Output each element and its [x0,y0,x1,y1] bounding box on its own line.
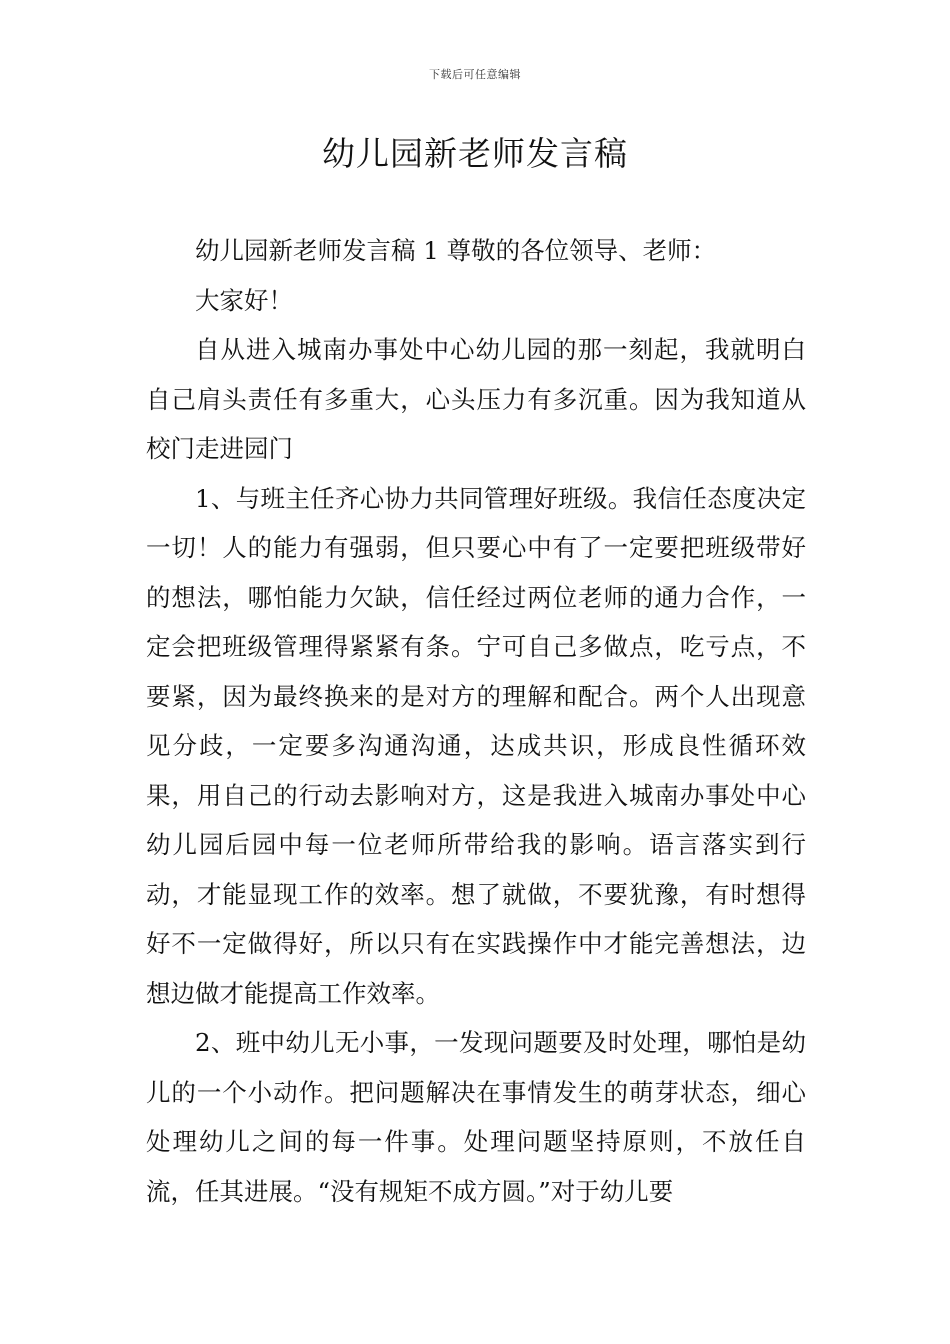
paragraph-point-1: 1、与班主任齐心协力共同管理好班级。我信任态度决定一切！人的能力有强弱，但只要心中有了一定要把班级带好的想法，哪怕能力欠缺，信任经过两位老师的通力合作，一定会把班级管理得紧紧有条。宁可自己多做点，吃亏点，不要紧，因为最终换来的是对方的理解和配合。两个人出现意见分歧，一定要多沟通沟通，达成共识，形成良性循环效果，用自己的行动去影响对方，这是我进入城南办事处中心幼儿园后园中每一位老师所带给我的影响。语言落实到行动，才能显现工作的效率。想了就做，不要犹豫，有时想得好不一定做得好，所以只有在实践操作中才能完善想法，边想边做才能提高工作效率。 [146,483,806,1008]
paragraph-hello: 大家好！ [195,285,293,315]
header-note: 下载后可任意编辑 [429,68,521,81]
paragraph-intro: 自从进入城南办事处中心幼儿园的那一刻起，我就明白自己肩头责任有多重大，心头压力有多沉重。因为我知道从校门走进园门 [146,335,806,463]
document-title: 幼儿园新老师发言稿 [322,134,628,173]
document-body [146,226,806,1216]
paragraph-point-2: 2、班中幼儿无小事，一发现问题要及时处理，哪怕是幼儿的一个小动作。把问题解决在事情发生的萌芽状态，细心处理幼儿之间的每一件事。处理问题坚持原则，不放任自流，任其进展。“没有规矩不成方圆。”对于幼儿要 [146,1028,806,1206]
paragraph-greeting-line: 幼儿园新老师发言稿 1 尊敬的各位领导、老师： [195,236,717,265]
